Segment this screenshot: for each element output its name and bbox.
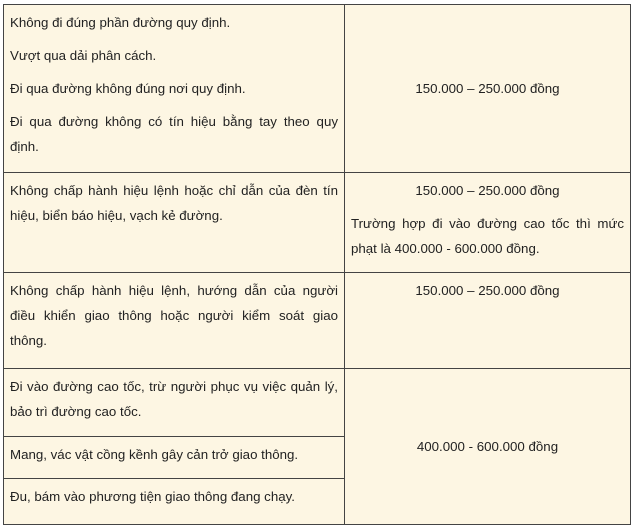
fine-cell (345, 5, 631, 173)
fine-amount: 150.000 – 250.000 đồng (415, 283, 560, 298)
fine-note: Trường hợp đi vào đường cao tốc thì mức phạt là 400.000 - 600.000 đồng. (351, 216, 624, 256)
fine-cell (345, 273, 631, 369)
violation-text: Đi qua đường không có tín hiệu bằng tay theo quy định. (10, 114, 338, 154)
violation-text: Vượt qua dải phân cách. (10, 48, 157, 63)
violation-cell (4, 173, 345, 273)
violation-cell (4, 479, 345, 525)
violation-cell (4, 273, 345, 369)
violation-text: Đi vào đường cao tốc, trừ người phục vụ việc quản lý, bảo trì đường cao tốc. (10, 379, 338, 419)
fine-amount: 150.000 – 250.000 đồng (415, 183, 560, 198)
table-row (4, 369, 631, 437)
fines-table (3, 4, 631, 525)
fine-cell (345, 173, 631, 273)
fine-amount: 400.000 - 600.000 đồng (416, 438, 559, 454)
violation-text: Không đi đúng phần đường quy định. (10, 15, 231, 30)
fine-amount: 150.000 – 250.000 đồng (415, 80, 560, 96)
violation-text: Đi qua đường không đúng nơi quy định. (10, 81, 246, 96)
violation-cell (4, 5, 345, 173)
violation-text: Mang, vác vật cồng kềnh gây cản trở giao thông. (10, 447, 299, 462)
fine-cell (345, 369, 631, 525)
table-row (4, 273, 631, 369)
violation-text: Đu, bám vào phương tiện giao thông đang chạy. (10, 489, 295, 504)
violation-cell (4, 369, 345, 437)
table-row (4, 173, 631, 273)
violation-text: Không chấp hành hiệu lệnh hoặc chỉ dẫn của đèn tín hiệu, biển báo hiệu, vạch kẻ đường. (10, 183, 338, 223)
violation-cell (4, 437, 345, 479)
violation-text: Không chấp hành hiệu lệnh, hướng dẫn của người điều khiển giao thông hoặc người kiểm soát giao thông. (10, 283, 338, 348)
table-row (4, 5, 631, 173)
